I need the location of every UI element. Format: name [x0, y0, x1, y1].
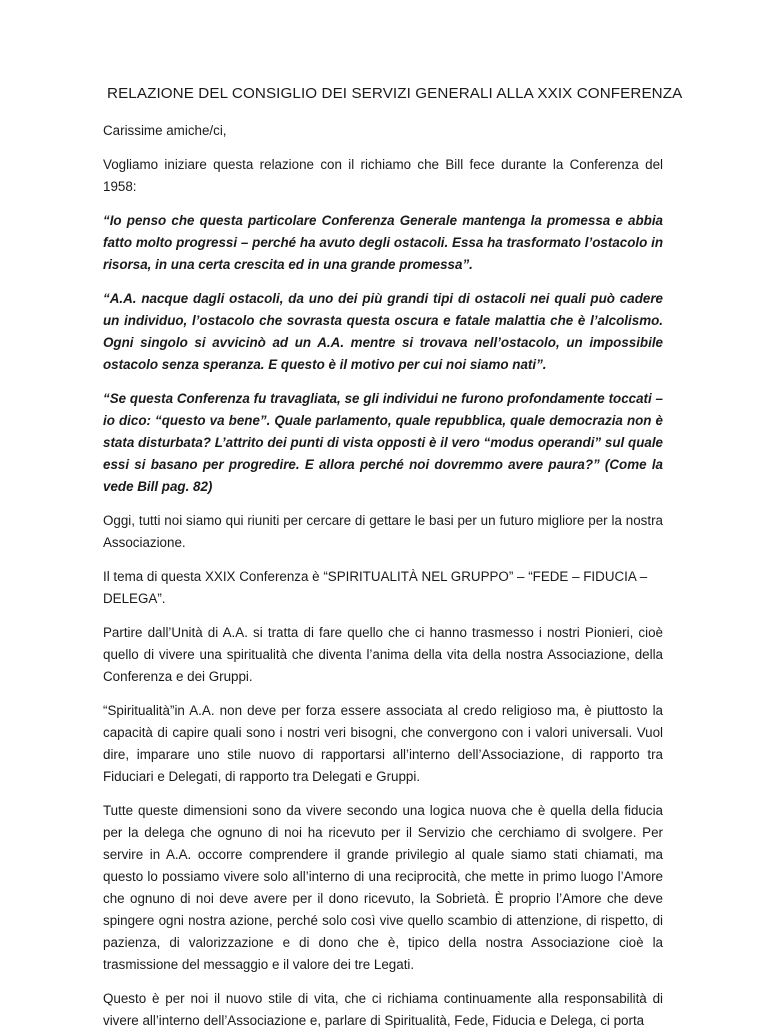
document-body: [103, 120, 663, 1032]
body-paragraph: Partire dall’Unità di A.A. si tratta di fare quello che ci hanno trasmesso i nostri Pionieri, cioè quello di vivere una spiritualità che diventa l’anima della vita della nostra Associazione, della Conferenza e dei Gruppi.: [103, 625, 663, 684]
document-title: RELAZIONE DEL CONSIGLIO DEI SERVIZI GENERALI ALLA XXIX CONFERENZA: [107, 85, 683, 102]
body-paragraph: Oggi, tutti noi siamo qui riuniti per cercare di gettare le basi per un futuro migliore per la nostra Associazione.: [103, 513, 663, 550]
body-paragraph: Tutte queste dimensioni sono da vivere secondo una logica nuova che è quella della fiducia per la delega che ognuno di noi ha ricevuto per il Servizio che cerchiamo di svolgere. Per servire in A.A. occorre comprendere il grande privilegio al quale siamo stati chiamati, ma questo lo possiamo vivere solo all’interno di una reciprocità, che mette in primo luogo l’Amore che ognuno di noi deve avere per il dono ricevuto, la Sobrietà. È proprio l’Amore che deve spingere ogni nostra azione, perché solo così vive quello scambio di attenzione, di rispetto, di pazienza, di valorizzazione e di dono che è, tipico della nostra Associazione cioè la trasmissione del messaggio e il valore dei tre Legati.: [103, 803, 663, 972]
greeting-paragraph: Carissime amiche/ci,: [103, 123, 227, 138]
quote-paragraph: “Io penso che questa particolare Conferenza Generale mantenga la promessa e abbia fatto molto progressi – perché ha avuto degli ostacoli. Essa ha trasformato l’ostacolo in risorsa, in una certa crescita ed in una grande promessa”.: [103, 213, 663, 272]
body-paragraph: Questo è per noi il nuovo stile di vita, che ci richiama continuamente alla responsabilità di vivere all’interno dell’Associazione e, parlare di Spiritualità, Fede, Fiducia e Delega, ci porta: [103, 991, 663, 1028]
intro-paragraph: Vogliamo iniziare questa relazione con il richiamo che Bill fece durante la Conferenza del 1958:: [103, 157, 663, 194]
theme-paragraph: Il tema di questa XXIX Conferenza è “SPIRITUALITÀ NEL GRUPPO” – “FEDE – FIDUCIA – DELEGA”.: [103, 569, 648, 606]
quote-paragraph: “Se questa Conferenza fu travagliata, se gli individui ne furono profondamente toccati – io dico: “questo va bene”. Quale parlamento, quale repubblica, quale democrazia non è stata disturbata? L’attrito dei punti di vista opposti è il vero “modus operandi” sul quale essi si basano per progredire. E allora perché noi dovremmo avere paura?” (Come la vede Bill pag. 82): [103, 391, 663, 494]
body-paragraph: “Spiritualità”in A.A. non deve per forza essere associata al credo religioso ma, è piuttosto la capacità di capire quali sono i nostri veri bisogni, che convergono con i valori universali. Vuol dire, imparare uno stile nuovo di rapportarsi all’interno dell’Associazione, di rapporto tra Fiduciari e Delegati, di rapporto tra Delegati e Gruppi.: [103, 703, 663, 784]
quote-paragraph: “A.A. nacque dagli ostacoli, da uno dei più grandi tipi di ostacoli nei quali può cadere un individuo, l’ostacolo che sovrasta questa oscura e fatale malattia che è l’alcolismo. Ogni singolo si avvicinò ad un A.A. mentre si trovava nell’ostacolo, un impossibile ostacolo senza speranza. E questo è il motivo per cui noi siamo nati”.: [103, 291, 663, 372]
